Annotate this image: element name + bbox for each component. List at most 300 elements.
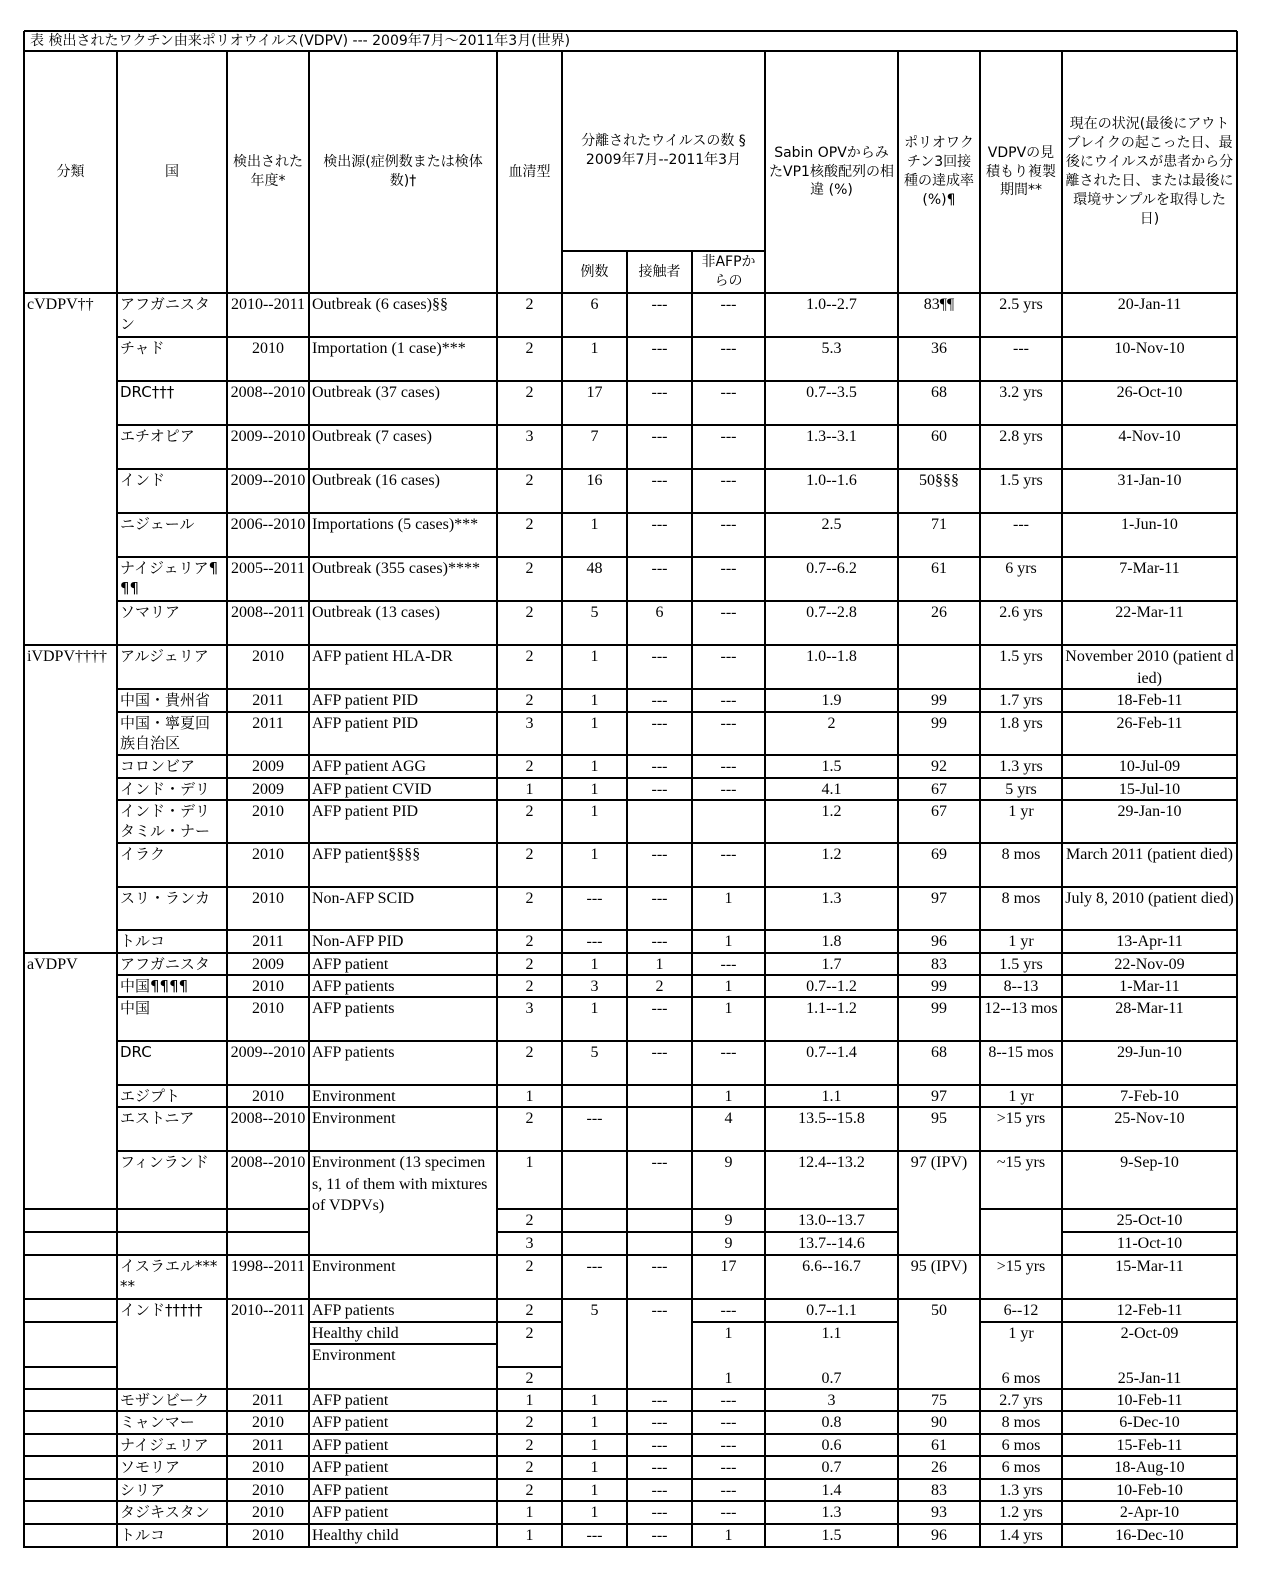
cell-non-afp: --- [720,472,737,489]
cell-contacts [627,1232,692,1255]
cell-year: 2010 [252,648,284,665]
cell-coverage: 96 [931,933,947,950]
cell-non-afp: --- [720,1044,737,1061]
cell-status: 22-Nov-09 [1114,956,1185,973]
cell-divergence: 0.7--6.2 [806,560,857,577]
cell-non-afp: 9 [724,1235,733,1252]
cell-serotype: 1 [525,1504,534,1521]
cell-cases: 1 [590,956,599,973]
cell-coverage: 99 [931,692,947,709]
cell-divergence: 1.3 [821,1504,842,1521]
cell-serotype: 2 [525,604,534,621]
cell-contacts: --- [651,1154,668,1171]
cell-non-afp: --- [720,516,737,533]
cell-divergence: 0.7--1.1 [806,1302,857,1319]
cell-status: 13-Apr-11 [1116,933,1183,950]
cell-contacts [627,1209,692,1232]
rule-h [24,952,1237,954]
cell-divergence: 1.0--2.7 [806,296,857,313]
cell-cases: 1 [590,1392,599,1409]
cell-coverage: 92 [931,758,947,775]
cell-cases: 1 [590,1504,599,1521]
cell-category [24,601,117,645]
cell-cases: 16 [586,472,603,489]
cell-coverage: 90 [931,1414,947,1431]
cell-year: 2009 [252,781,284,798]
cell-category [24,975,117,997]
rule-h [117,600,1237,602]
cell-coverage: 93 [931,1504,947,1521]
cell-year: 2010 [252,1088,284,1105]
cell-contacts: --- [651,692,668,709]
rule-v [1236,31,1238,1548]
cell-category [24,689,117,712]
cell-status: 11-Oct-10 [1116,1235,1183,1252]
cell-cases: --- [586,1110,603,1127]
cell-source: AFP patients [312,978,395,995]
rule-v [561,51,563,1548]
rule-h [117,777,1237,779]
cell-year: 2010 [252,846,284,863]
cell-country: トルコ [120,932,166,950]
cell-coverage: 97 (IPV) [910,1154,968,1171]
cell-source: AFP patient [312,1504,389,1521]
header-coverage: ポリオワクチン3回接種の達成率 (%)¶ [904,135,974,208]
cell-cases: 17 [586,384,603,401]
cell-divergence: 1.5 [821,1527,842,1544]
cell-serotype: 2 [525,956,534,973]
cell-country: インド††††† [120,1301,203,1319]
cell-category [24,513,117,557]
cell-status: 25-Oct-10 [1116,1212,1183,1229]
cell-status: 1-Jun-10 [1121,516,1178,533]
cell-serotype: 2 [525,1414,534,1431]
cell-serotype: 2 [525,758,534,775]
cell-divergence: 2 [827,715,836,732]
cell-coverage: 69 [931,846,947,863]
cell-divergence: 1.0--1.8 [806,648,857,665]
cell-source: AFP patient [312,1459,389,1476]
cell-year: 2010--2011 [230,1302,306,1319]
header-status: 現在の状況(最後にアウトブレイクの起こった日、最後にウイルスが患者から分離された日、または最後に環境サンプルを取得した日) [1065,116,1234,227]
cell-non-afp: --- [720,846,737,863]
cell-contacts: --- [651,781,668,798]
cell-divergence: 13.7--14.6 [798,1235,865,1252]
rule-h [117,1106,1237,1108]
cell-category [24,1085,117,1107]
cell-replication: 6 mos [1001,1437,1041,1454]
cell-status: 7-Mar-11 [1119,560,1180,577]
cell-coverage: 67 [931,781,947,798]
cell-cases: 1 [590,781,599,798]
rule-h [117,512,1237,514]
cell-cases: 1 [590,1482,599,1499]
rule-h [24,644,1237,646]
cell-cases: --- [586,933,603,950]
cell-non-afp: 1 [724,1088,733,1105]
rule-h [309,1343,497,1345]
cell-category [24,557,117,601]
cell-year: 2010 [252,978,284,995]
cell-country: フィンランド [120,1153,209,1171]
cell-source: AFP patient [312,1437,389,1454]
cell-replication: 6 yrs [1005,560,1037,577]
cell-coverage [898,645,980,689]
cell-non-afp: --- [720,758,737,775]
cell-coverage: 26 [931,604,947,621]
cell-year: 2010 [252,1504,284,1521]
rule-h [117,468,1237,470]
cell-contacts: --- [651,846,668,863]
rule-h [24,1500,1237,1502]
cell-non-afp: --- [720,1302,737,1319]
cell-category [24,337,117,381]
cell-year: 2010 [252,1459,284,1476]
cell-contacts: --- [651,1459,668,1476]
cell-serotype: 2 [525,648,534,665]
rule-h [980,1208,1237,1210]
cell-category [24,425,117,469]
cell-status: 20-Jan-11 [1117,296,1182,313]
cell-contacts: --- [651,1504,668,1521]
cell-status: 25-Jan-11 [1117,1370,1182,1387]
cell-status: 2-Oct-09 [1120,1325,1179,1342]
cell-serotype: 1 [525,1154,534,1171]
rule-v [764,51,766,1548]
cell-serotype: 3 [525,715,534,732]
cell-cases: --- [586,1527,603,1544]
cell-serotype: 2 [525,1212,534,1229]
cell-status: 2-Apr-10 [1119,1504,1180,1521]
cell-source: Environment [312,1110,396,1127]
rule-v [496,51,498,1548]
cell-non-afp: --- [720,1437,737,1454]
cell-replication: 3.2 yrs [999,384,1043,401]
cell-source: Importations (5 cases)*** [312,516,479,533]
cell-serotype: 2 [525,978,534,995]
cell-country: DRC [120,1043,152,1061]
cell-cases: 1 [590,846,599,863]
cell-coverage: 95 [931,1110,947,1127]
cell-divergence: 0.8 [821,1414,842,1431]
cell-divergence: 1.0--1.6 [806,472,857,489]
cell-category [24,755,117,778]
cell-non-afp: --- [720,384,737,401]
cell-serotype: 2 [525,1370,534,1387]
cell-replication: --- [1013,340,1029,357]
header-country: 国 [165,163,179,180]
cell-status: 4-Nov-10 [1118,428,1181,445]
cell-cases [562,1232,627,1255]
cell-divergence: 0.7 [821,1370,842,1387]
cell-coverage: 68 [931,384,947,401]
cell-contacts: --- [651,340,668,357]
cell-year: 2010 [252,803,284,820]
cell-source: AFP patient [312,1482,389,1499]
rule-h [1062,1231,1237,1233]
cell-divergence: 1.1 [821,1325,842,1342]
cell-divergence: 1.9 [821,692,842,709]
cell-year: 2010 [252,1000,284,1017]
cell-country: インド・デリタミル・ナー [120,802,211,841]
cell-source: Environment [312,1347,396,1364]
cell-contacts [627,1107,692,1151]
rule-h [562,250,765,252]
cell-cases: 1 [590,1000,599,1017]
cell-source: Outbreak (37 cases) [312,384,440,401]
cell-source: AFP patients [312,1000,395,1017]
cell-status: July 8, 2010 (patient died) [1065,890,1234,907]
cell-category [24,1107,117,1151]
cell-category: cVDPV†† [27,296,94,313]
cell-country: インド・デリ [120,780,211,798]
cell-divergence: 6.6--16.7 [802,1258,861,1275]
cell-cases: 1 [590,692,599,709]
cell-coverage: 83 [931,956,947,973]
cell-country: イスラエル***** [120,1257,218,1296]
cell-source: AFP patient PID [312,715,419,732]
cell-year: 1998--2011 [230,1258,306,1275]
cell-coverage: 99 [931,1000,947,1017]
cell-country: インド [120,471,166,489]
cell-cases: 1 [590,516,599,533]
cell-status: 18-Aug-10 [1114,1459,1185,1476]
cell-replication: >15 yrs [996,1258,1046,1275]
cell-category [24,887,117,930]
rule-h [117,424,1237,426]
cell-source: Healthy child [312,1325,399,1342]
cell-non-afp: --- [720,1414,737,1431]
cell-country: トルコ [120,1526,166,1544]
cell-country: 中国・貴州省 [120,691,211,709]
cell-category [24,843,117,887]
cell-country: コロンビア [120,757,196,775]
cell-source: Importation (1 case)*** [312,340,466,357]
cell-cases: 1 [590,1459,599,1476]
cell-non-afp: --- [720,296,737,313]
cell-divergence: 0.7 [821,1459,842,1476]
cell-contacts: 6 [655,604,664,621]
cell-serotype: 3 [525,1235,534,1252]
cell-cases: --- [586,890,603,907]
cell-contacts: --- [651,428,668,445]
rule-v [691,251,693,1548]
cell-replication: 8 mos [1001,1414,1041,1431]
cell-contacts: --- [651,1044,668,1061]
cell-contacts: --- [651,648,668,665]
cell-cases: 1 [590,648,599,665]
cell-category: iVDPV†††† [27,648,108,665]
cell-replication: --- [1013,516,1029,533]
cell-serotype: 2 [525,1302,534,1319]
cell-status: March 2011 (patient died) [1066,846,1233,863]
cell-replication: >15 yrs [996,1110,1046,1127]
cell-category [24,930,117,953]
rule-h [117,799,1237,801]
cell-category [24,712,117,755]
cell-divergence: 1.3 [821,890,842,907]
cell-status: 7-Feb-10 [1120,1088,1179,1105]
cell-status: 26-Feb-11 [1116,715,1183,732]
cell-status: 25-Nov-10 [1114,1110,1185,1127]
cell-divergence: 0.7--1.4 [806,1044,857,1061]
cell-non-afp: 17 [720,1258,737,1275]
cell-cases: --- [586,1258,603,1275]
cell-year: 2011 [252,715,284,732]
cell-serotype: 2 [525,472,534,489]
cell-category [24,1041,117,1085]
cell-cases: 1 [590,1414,599,1431]
cell-divergence: 1.8 [821,933,842,950]
cell-replication: 1.4 yrs [999,1527,1043,1544]
cell-divergence: 0.6 [821,1437,842,1454]
cell-category [24,469,117,513]
cell-replication: 1 yr [1008,1088,1034,1105]
cell-year: 2009--2010 [230,1044,306,1061]
rule-v [116,51,118,1548]
cell-country: モザンビーク [120,1391,210,1409]
cell-replication: 1.7 yrs [999,692,1043,709]
rule-v [308,51,310,1548]
cell-replication: 2.6 yrs [999,604,1043,621]
cell-non-afp: --- [720,560,737,577]
cell-divergence: 0.7--1.2 [806,978,857,995]
cell-non-afp: --- [720,1459,737,1476]
cell-divergence: 1.1 [821,1088,842,1105]
rule-h [24,1433,1237,1435]
cell-coverage: 75 [931,1392,947,1409]
cell-contacts: --- [651,1414,668,1431]
cell-source: Non-AFP SCID [312,890,415,907]
cell-replication: 1.3 yrs [999,1482,1043,1499]
cell-non-afp: --- [720,604,737,621]
cell-cases: 1 [590,803,599,820]
cell-category [24,800,117,843]
rule-h [24,1388,1237,1390]
cell-year: 2008--2010 [230,1110,306,1127]
rule-h [117,711,1237,713]
cell-coverage: 50 [931,1302,947,1319]
cell-year: 2010 [252,1527,284,1544]
cell-status: November 2010 (patient died) [1065,648,1234,687]
cell-category [24,381,117,425]
header-year: 検出された年度* [233,154,303,189]
cell-non-afp: 4 [724,1110,733,1127]
cell-non-afp: 1 [724,1000,733,1017]
cell-source: Outbreak (16 cases) [312,472,440,489]
cell-status: 1-Mar-11 [1119,978,1180,995]
rule-h [24,292,1237,294]
cell-source: Non-AFP PID [312,933,404,950]
cell-divergence: 12.4--13.2 [798,1154,865,1171]
header-cases: 例数 [580,263,609,280]
cell-status: 10-Feb-11 [1116,1392,1183,1409]
cell-replication: 8 mos [1001,890,1041,907]
cell-coverage: 60 [931,428,947,445]
cell-coverage: 71 [931,516,947,533]
cell-year: 2009 [252,956,284,973]
cell-status: 9-Sep-10 [1120,1154,1179,1171]
rule-h [24,1321,117,1323]
cell-replication: 1.5 yrs [999,472,1043,489]
cell-serotype: 1 [525,781,534,798]
cell-non-afp: --- [720,692,737,709]
cell-status: 15-Jul-10 [1118,781,1181,798]
cell-divergence: 0.7--3.5 [806,384,857,401]
cell-source: Outbreak (7 cases) [312,428,432,445]
cell-non-afp: 1 [724,1370,733,1387]
rule-h [117,974,1237,976]
cell-year: 2009 [252,758,284,775]
rule-h [117,886,1237,888]
rule-h [497,1366,562,1368]
cell-divergence: 4.1 [821,781,842,798]
cell-serotype: 2 [525,1482,534,1499]
cell-status: 10-Jul-09 [1118,758,1181,775]
rule-h [117,754,1237,756]
cell-year: 2010 [252,340,284,357]
rule-h [117,688,1237,690]
cell-coverage: 61 [931,560,947,577]
cell-serotype: 3 [525,428,534,445]
cell-source: AFP patient HLA-DR [312,648,453,665]
cell-cases: 1 [590,715,599,732]
header-source: 検出源(症例数または検体数)† [323,154,483,189]
cell-serotype: 2 [525,1459,534,1476]
cell-cases: 6 [590,296,599,313]
cell-replication: 12--13 mos [984,1000,1058,1017]
cell-year: 2005--2011 [230,560,306,577]
cell-year: 2009--2010 [230,472,306,489]
header-replication: VDPVの見積もり複製期間** [986,144,1056,199]
cell-coverage: 36 [931,340,947,357]
cell-serotype: 2 [525,384,534,401]
cell-country: タジキスタン [120,1503,210,1521]
cell-country: ナイジェリア [120,1436,209,1454]
cell-status: 15-Feb-11 [1116,1437,1183,1454]
cell-year: 2010--2011 [230,296,306,313]
cell-status: 10-Feb-10 [1116,1482,1183,1499]
cell-replication: 8--15 mos [988,1044,1054,1061]
cell-country: エジプト [120,1087,181,1105]
cell-coverage: 99 [931,978,947,995]
cell-category [24,997,117,1041]
cell-source: AFP patient [312,1414,389,1431]
cell-contacts: --- [651,516,668,533]
cell-source: Outbreak (6 cases)§§ [312,296,448,313]
cell-cases: 48 [586,560,603,577]
cell-country: ミャンマー [120,1413,195,1431]
cell-serotype: 1 [525,1527,534,1544]
cell-source: Environment [312,1258,396,1275]
cell-non-afp: --- [720,1392,737,1409]
rule-h [117,996,1237,998]
cell-country: アフガニスタ [120,955,210,973]
cell-source: AFP patients [312,1302,395,1319]
cell-source: Healthy child [312,1527,399,1544]
cell-country: チャド [120,339,165,357]
rule-h [24,1410,1237,1412]
cell-contacts: --- [651,384,668,401]
header-category: 分類 [56,163,85,180]
rule-h [24,1208,309,1210]
rule-h [24,1455,1237,1457]
cell-divergence: 1.1--1.2 [806,1000,857,1017]
cell-country: イラク [120,845,166,863]
cell-replication: 2.5 yrs [999,296,1043,313]
cell-non-afp: --- [720,956,737,973]
cell-status: 12-Feb-11 [1116,1302,1183,1319]
